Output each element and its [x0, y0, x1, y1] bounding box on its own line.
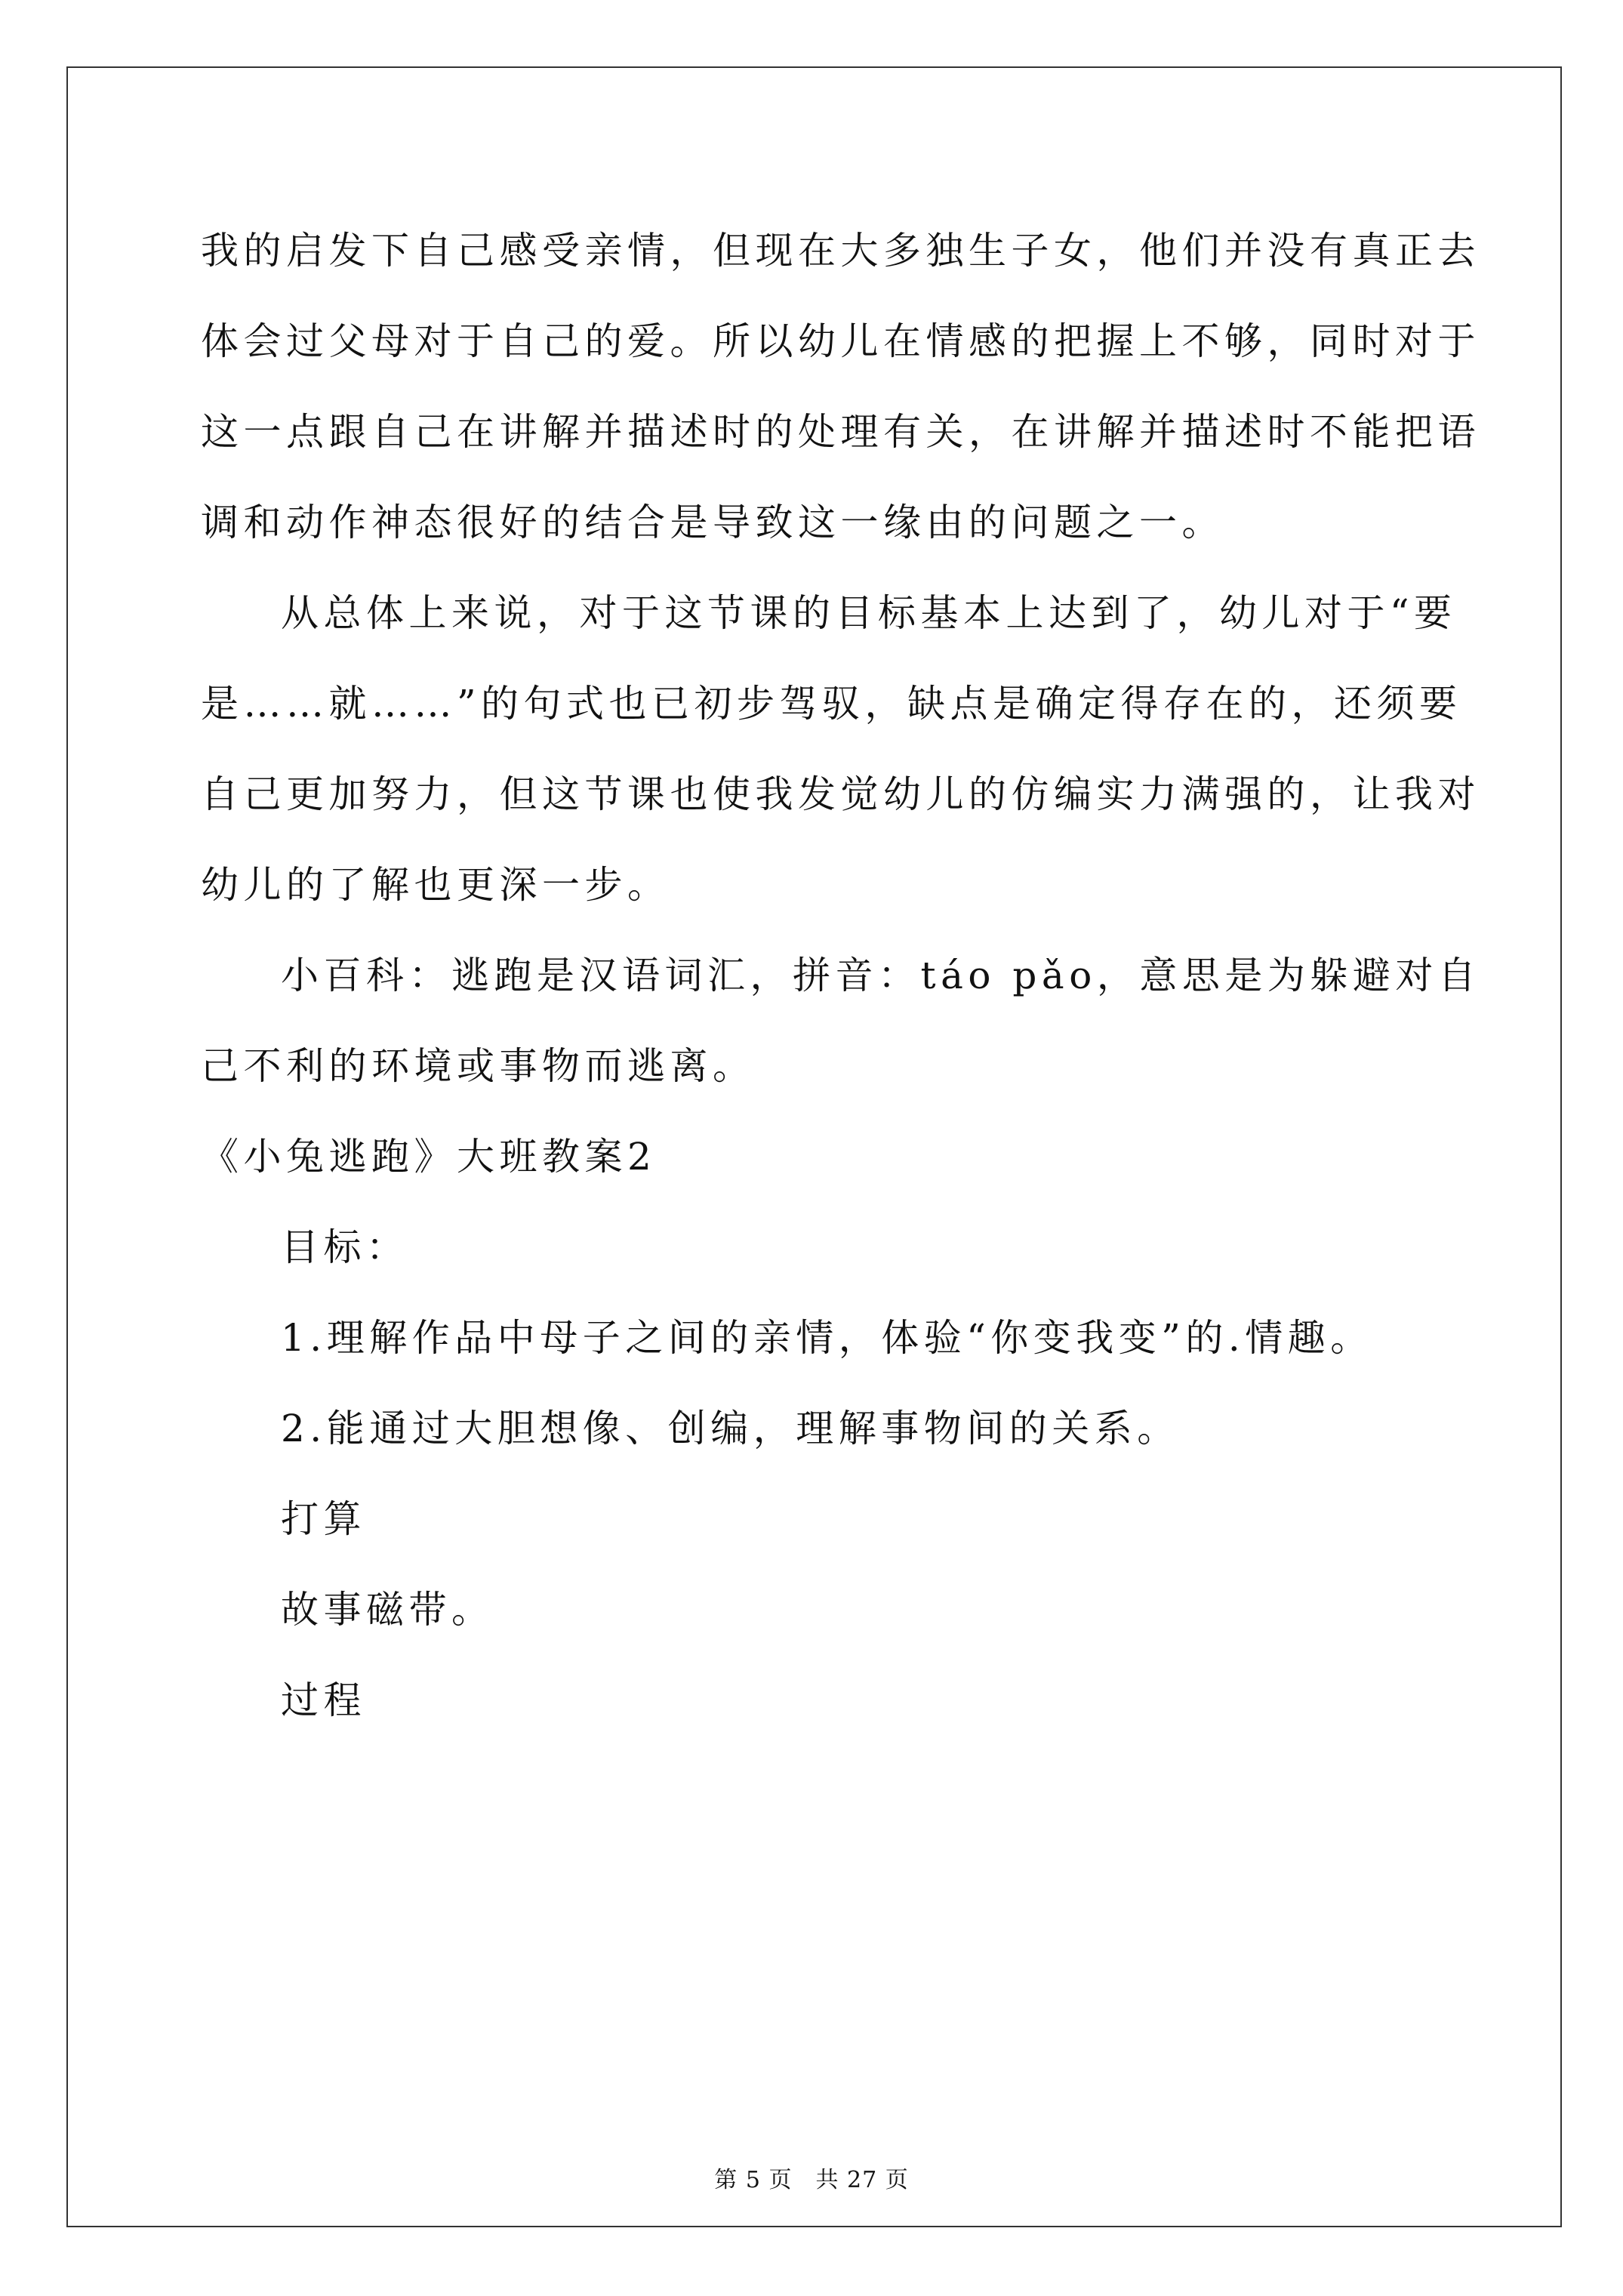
text-line-9: 小百科：逃跑是汉语词汇，拼音：táo pǎo，意思是为躲避对自 — [281, 954, 1481, 997]
text-line-6: 是……就……”的句式也已初步驾驭，缺点是确定得存在的，还须要 — [201, 682, 1462, 726]
page-number-footer: 第 5 页 共 27 页 — [714, 2167, 909, 2193]
preparation-item: 故事磁带。 — [281, 1588, 494, 1632]
section-heading: 《小兔逃跑》大班教案2 — [201, 1135, 657, 1179]
text-line-3: 这一点跟自己在讲解并描述时的处理有关，在讲解并描述时不能把语 — [201, 410, 1480, 454]
text-line-10: 己不利的环境或事物而逃离。 — [201, 1044, 756, 1088]
process-label: 过程 — [281, 1678, 366, 1722]
text-line-8: 幼儿的了解也更深一步。 — [201, 863, 670, 907]
preparation-label: 打算 — [281, 1497, 366, 1541]
text-line-1: 我的启发下自己感受亲情，但现在大多独生子女，他们并没有真正去 — [201, 229, 1480, 273]
text-line-5: 从总体上来说，对于这节课的目标基本上达到了，幼儿对于“要 — [281, 591, 1457, 635]
text-line-2: 体会过父母对于自己的爱。所以幼儿在情感的把握上不够，同时对于 — [201, 319, 1480, 363]
text-line-4: 调和动作神态很好的结合是导致这一缘由的问题之一。 — [201, 501, 1224, 544]
goal-item-2: 2.能通过大胆想像、创编，理解事物间的关系。 — [281, 1407, 1180, 1450]
goal-label: 目标： — [281, 1225, 409, 1269]
text-line-7: 自己更加努力，但这节课也使我发觉幼儿的仿编实力满强的，让我对 — [201, 772, 1480, 816]
goal-item-1: 1.理解作品中母子之间的亲情，体验“你变我变”的.情趣。 — [281, 1316, 1373, 1360]
